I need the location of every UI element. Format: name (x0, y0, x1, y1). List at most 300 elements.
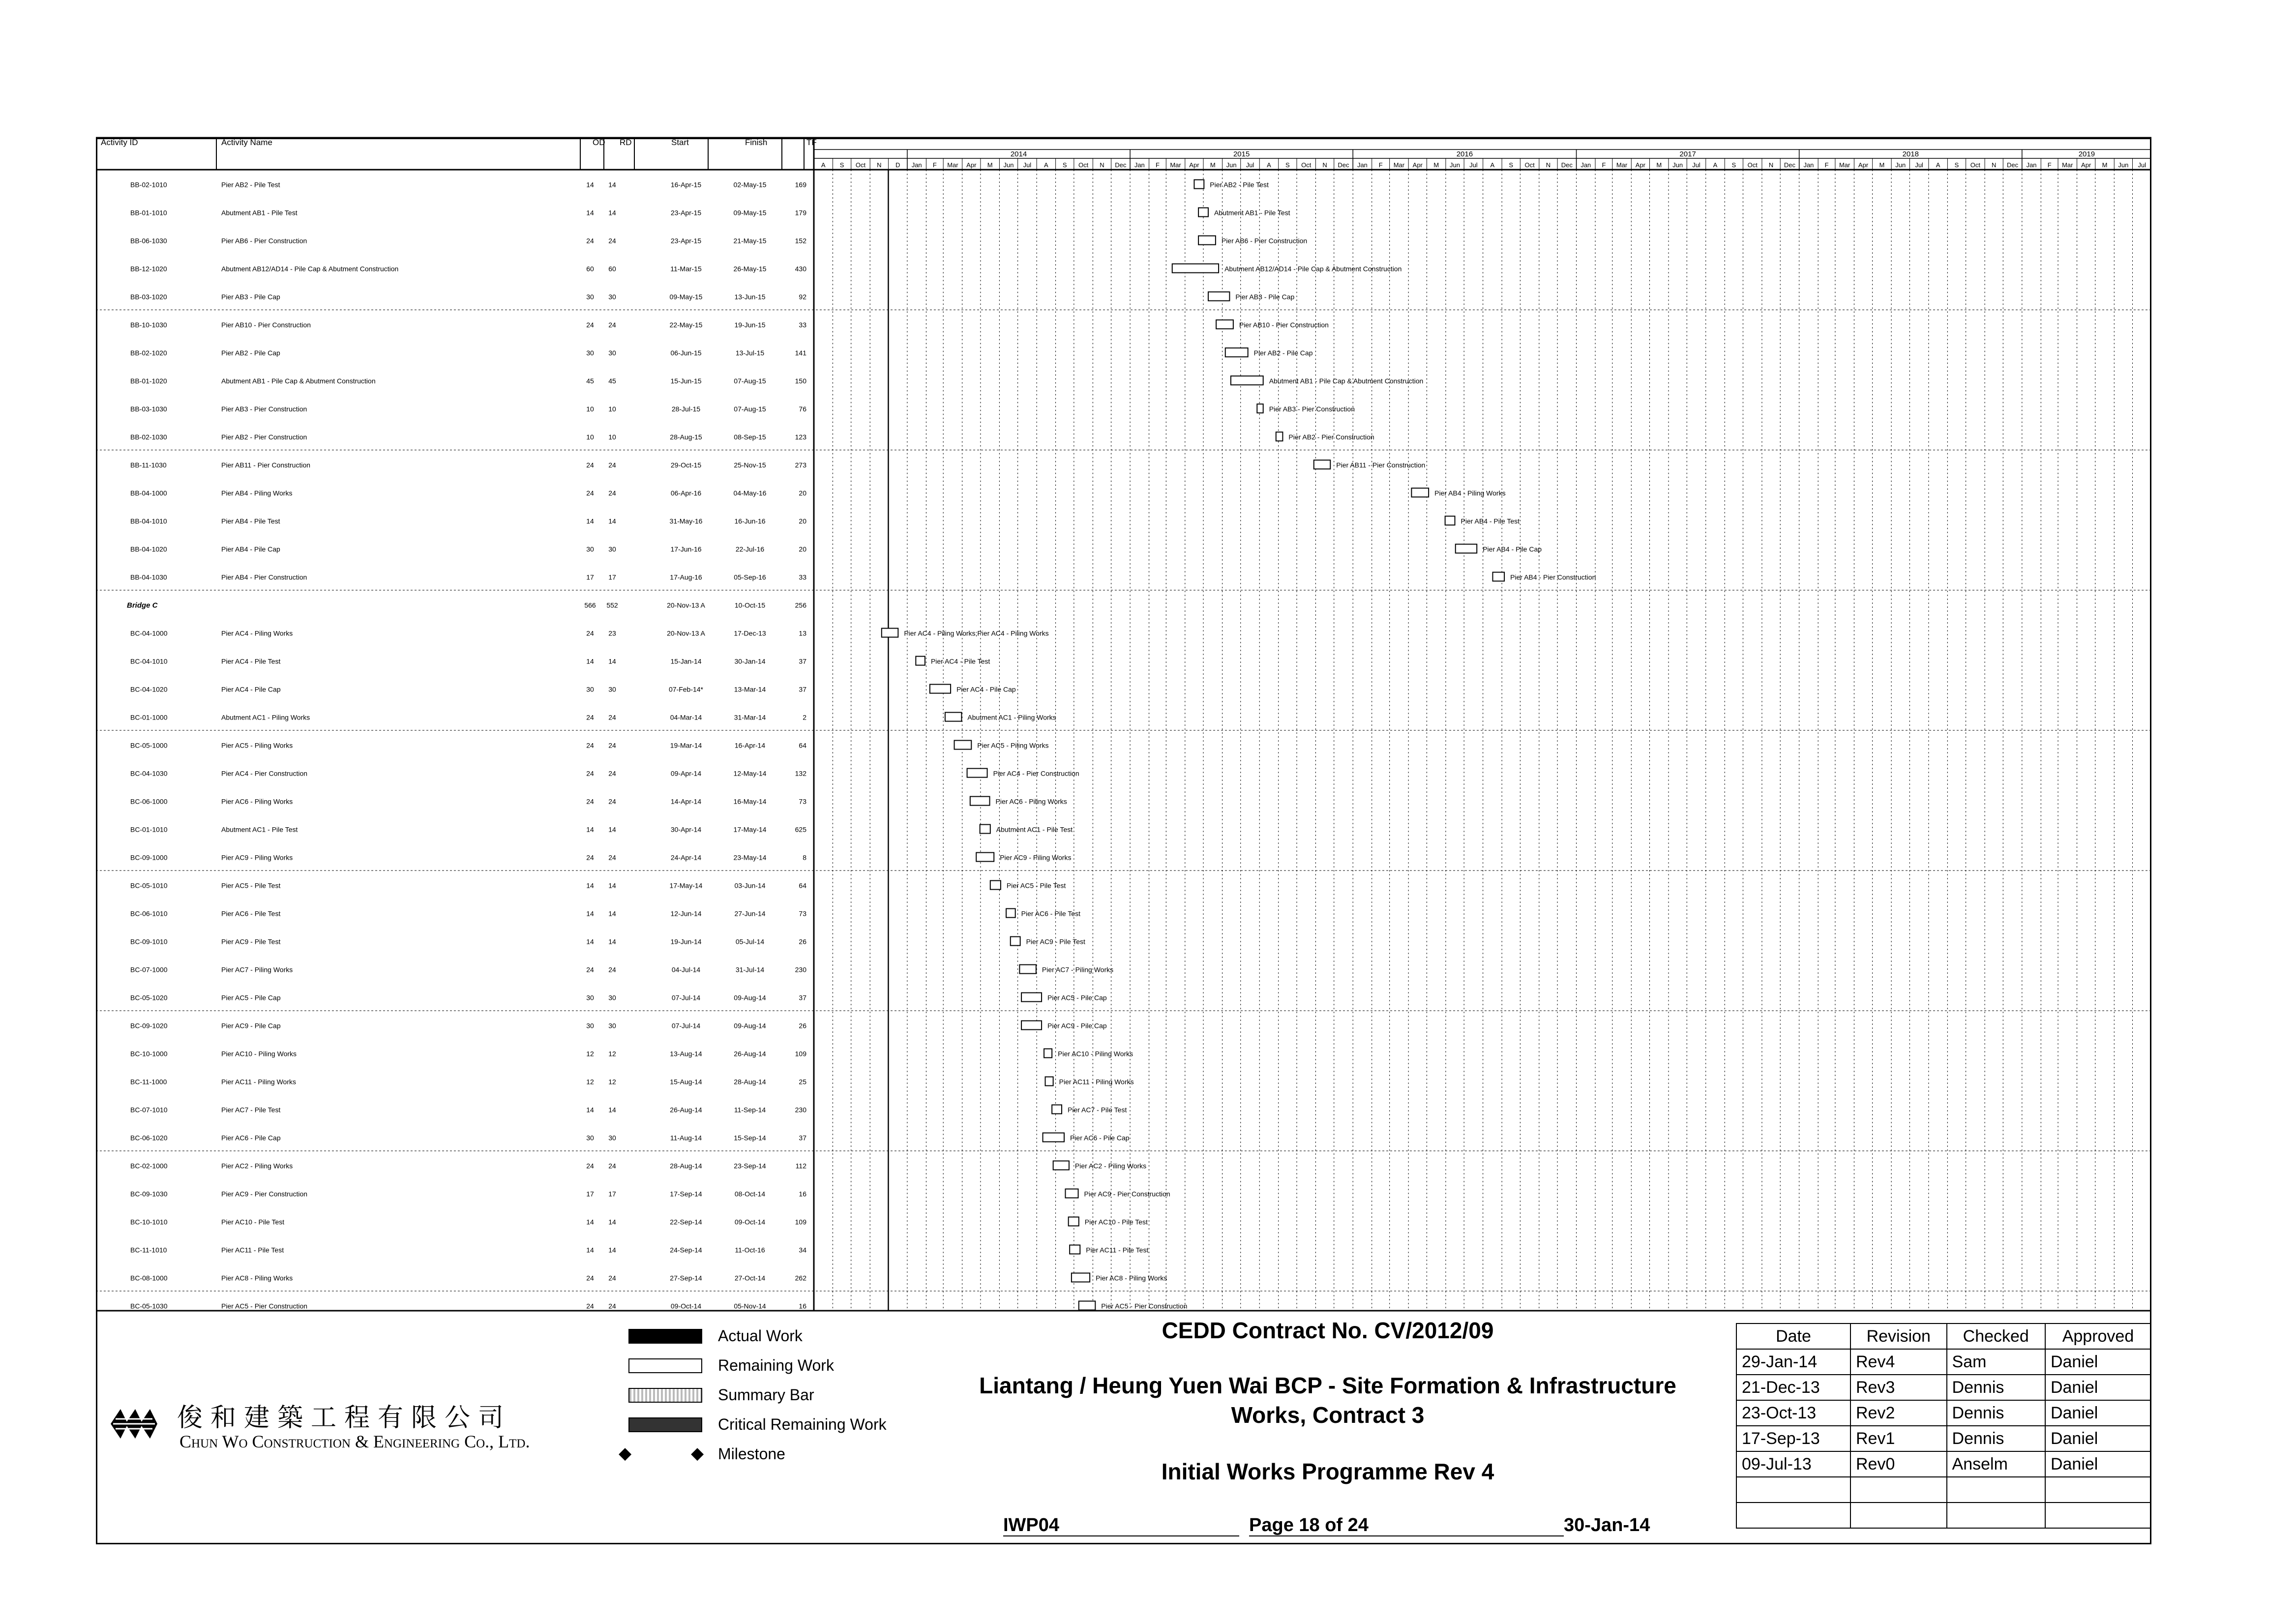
activity-bar (1011, 937, 1020, 946)
activity-finish: 15-Sep-14 (734, 1134, 766, 1142)
activity-remaining-duration: 30 (608, 1134, 616, 1142)
activity-start: 26-Aug-14 (670, 1106, 702, 1114)
activity-original-duration: 30 (586, 545, 594, 553)
activity-finish: 31-Mar-14 (734, 713, 766, 722)
programme-title: Initial Works Programme Rev 4 (1161, 1459, 1494, 1484)
activity-original-duration: 24 (586, 741, 594, 750)
activity-total-float: 8 (803, 853, 806, 862)
month-label: Oct (1301, 161, 1312, 169)
activity-original-duration: 10 (586, 433, 594, 441)
activity-start: 17-Aug-16 (670, 573, 702, 581)
activity-original-duration: 14 (586, 937, 594, 946)
activity-start: 07-Jul-14 (671, 1022, 701, 1030)
month-label: N (1546, 161, 1551, 169)
activity-total-float: 76 (799, 405, 806, 413)
month-label: A (1044, 161, 1048, 169)
activity-bar (1044, 1049, 1052, 1058)
activity-name: Pier AC5 - Piling Works (221, 741, 293, 750)
activity-remaining-duration: 24 (608, 1162, 616, 1170)
activity-bar (1072, 1273, 1090, 1282)
activity-bar (1045, 1077, 1053, 1086)
activity-bar (1069, 1217, 1079, 1226)
revision-checked: Dennis (1947, 1375, 2045, 1400)
activity-bar (930, 685, 951, 693)
activity-bar (976, 853, 994, 862)
activity-remaining-duration: 30 (608, 545, 616, 553)
activity-total-float: 625 (795, 825, 806, 834)
activity-bar (1276, 432, 1283, 441)
month-label: Dec (1784, 161, 1796, 169)
activity-bar-label: Pier AC2 - Piling Works (1074, 1162, 1147, 1170)
revision-checked (1947, 1477, 2045, 1503)
activity-start: 22-Sep-14 (670, 1218, 702, 1226)
activity-bar-label: Pier AC9 - Pile Test (1026, 937, 1085, 946)
activity-total-float: 33 (799, 321, 806, 329)
activity-start: 29-Oct-15 (670, 461, 702, 469)
activity-id: BC-02-1000 (130, 1162, 168, 1170)
activity-finish: 10-Oct-15 (734, 601, 766, 609)
activity-name: Pier AC9 - Piling Works (221, 853, 293, 862)
revision-approved (2045, 1503, 2151, 1528)
legend-remaining-swatch (628, 1358, 702, 1373)
revision-approved: Daniel (2045, 1400, 2151, 1426)
revision-table (1736, 1323, 2151, 1529)
activity-name: Pier AC9 - Pile Test (221, 937, 281, 946)
activity-finish: 30-Jan-14 (734, 657, 766, 665)
activity-finish: 07-Aug-15 (734, 377, 766, 385)
activity-bar (1411, 488, 1429, 497)
activity-start: 07-Jul-14 (671, 993, 701, 1002)
activity-start: 09-May-15 (669, 293, 703, 301)
activity-id: BC-06-1000 (130, 797, 168, 806)
activity-bar-label: Pier AC11 - Pile Test (1086, 1246, 1149, 1254)
year-label: 2014 (1010, 150, 1027, 158)
activity-bar (1070, 1245, 1080, 1254)
activity-start: 19-Jun-14 (670, 937, 702, 946)
page-underline (1249, 1535, 1564, 1536)
activity-finish: 27-Jun-14 (734, 909, 766, 918)
activity-id: BC-09-1010 (130, 937, 168, 946)
activity-total-float: 150 (795, 377, 806, 385)
activity-id: BC-11-1010 (130, 1246, 167, 1254)
activity-finish: 28-Aug-14 (734, 1078, 766, 1086)
activity-bar-label: Pier AC6 - Pile Cap (1070, 1134, 1130, 1142)
column-header: Finish (745, 138, 768, 147)
activity-name: Pier AB11 - Pier Construction (221, 461, 311, 469)
activity-id: BC-04-1000 (130, 629, 168, 637)
month-label: Jul (1023, 161, 1032, 169)
activity-remaining-duration: 24 (608, 1302, 616, 1310)
revision-approved (2045, 1477, 2151, 1503)
activity-bar (1231, 376, 1263, 385)
activity-bar-label: Pier AC5 - Pile Cap (1047, 993, 1107, 1002)
legend-summary-swatch (628, 1388, 702, 1403)
activity-finish: 08-Oct-14 (734, 1190, 766, 1198)
month-label: Mar (1393, 161, 1405, 169)
activity-start: 14-Apr-14 (670, 797, 702, 806)
month-label: N (1322, 161, 1327, 169)
legend-summary-label: Summary Bar (718, 1386, 814, 1404)
activity-start: 07-Feb-14* (668, 685, 704, 693)
activity-name: Pier AC6 - Pile Test (221, 909, 281, 918)
revision-code: Rev2 (1850, 1400, 1947, 1426)
activity-start: 20-Nov-13 A (667, 629, 705, 637)
month-label: S (1731, 161, 1736, 169)
activity-bar-label: Pier AB2 - Pier Construction (1288, 433, 1374, 441)
revision-checked (1947, 1503, 2045, 1528)
activity-start: 28-Jul-15 (671, 405, 701, 413)
month-label: Mar (2062, 161, 2073, 169)
activity-name: Pier AC10 - Pile Test (221, 1218, 285, 1226)
activity-name: Pier AC9 - Pier Construction (221, 1190, 308, 1198)
activity-finish: 13-Jul-15 (735, 349, 765, 357)
revision-date (1736, 1477, 1850, 1503)
month-label: Mar (1616, 161, 1628, 169)
year-label: 2018 (1902, 150, 1919, 158)
revision-code: Rev1 (1850, 1426, 1947, 1451)
activity-start: 23-Apr-15 (670, 209, 702, 217)
month-label: Apr (2081, 161, 2091, 169)
activity-original-duration: 24 (586, 1162, 594, 1170)
print-date: 30-Jan-14 (1564, 1515, 1650, 1535)
activity-bar (1065, 1189, 1078, 1198)
month-label: M (2102, 161, 2108, 169)
activity-name: Pier AB2 - Pile Cap (221, 349, 280, 357)
activity-total-float: 256 (795, 601, 806, 609)
activity-total-float: 123 (795, 433, 806, 441)
revision-row (1736, 1375, 2151, 1400)
month-label: Dec (1561, 161, 1573, 169)
activity-original-duration: 14 (586, 909, 594, 918)
activity-id: BC-09-1030 (130, 1190, 168, 1198)
activity-bar-label: Pier AC6 - Piling Works (995, 797, 1067, 806)
activity-original-duration: 14 (586, 881, 594, 890)
column-header: Activity ID (101, 138, 138, 147)
activity-bar-label: Pier AC4 - Pier Construction (993, 769, 1079, 778)
activity-name: Pier AC11 - Pile Test (221, 1246, 284, 1254)
activity-finish: 13-Jun-15 (734, 293, 766, 301)
activity-total-float: 64 (799, 741, 806, 750)
month-label: Jun (1672, 161, 1683, 169)
activity-id: BB-06-1030 (130, 237, 167, 245)
activity-total-float: 112 (795, 1162, 806, 1170)
company-chinese-name: 俊和建築工程有限公司 (177, 1403, 512, 1433)
activity-bar (1052, 1105, 1062, 1114)
activity-remaining-duration: 24 (608, 797, 616, 806)
activity-bar-label: Pier AC9 - Pile Cap (1047, 1022, 1107, 1030)
activity-remaining-duration: 14 (608, 517, 616, 525)
activity-bar-label: Pier AB2 - Pile Cap (1253, 349, 1313, 357)
activity-start: 19-Mar-14 (670, 741, 702, 750)
month-label: Jan (911, 161, 922, 169)
activity-bar-label: Pier AB6 - Pier Construction (1221, 237, 1308, 245)
month-label: Apr (1858, 161, 1869, 169)
activity-id: BC-04-1020 (130, 685, 168, 693)
legend-milestone-icon-2: ◆ (691, 1444, 704, 1463)
activity-total-float: 64 (799, 881, 806, 890)
activity-bar (1021, 1021, 1042, 1030)
activity-remaining-duration: 24 (608, 713, 616, 722)
activity-remaining-duration: 17 (608, 1190, 616, 1198)
activity-remaining-duration: 10 (608, 405, 616, 413)
activity-start: 11-Mar-15 (670, 265, 702, 273)
activity-total-float: 37 (799, 993, 806, 1002)
activity-original-duration: 14 (586, 1218, 594, 1226)
activity-start: 22-May-15 (669, 321, 703, 329)
month-label: F (1602, 161, 1606, 169)
activity-bar (990, 881, 1001, 890)
activity-id: BC-07-1010 (130, 1106, 168, 1114)
month-label: A (1490, 161, 1495, 169)
activity-bar-label: Abutment AB1 - Pile Test (1214, 209, 1290, 217)
activity-bar-label: Pier AB4 - Pile Cap (1483, 545, 1542, 553)
activity-bar (1172, 264, 1219, 273)
activity-total-float: 37 (799, 657, 806, 665)
activity-start: 06-Jun-15 (670, 349, 702, 357)
activity-bar-label: Abutment AC1 - Piling Works (967, 713, 1056, 722)
activity-id: BC-07-1000 (130, 965, 168, 974)
activity-remaining-duration: 60 (608, 265, 616, 273)
activity-remaining-duration: 24 (608, 965, 616, 974)
activity-original-duration: 30 (586, 1022, 594, 1030)
activity-remaining-duration: 30 (608, 993, 616, 1002)
activity-finish: 21-May-15 (733, 237, 767, 245)
revision-checked: Dennis (1947, 1400, 2045, 1426)
activity-name: Pier AB4 - Pile Cap (221, 545, 280, 553)
month-label: S (1954, 161, 1959, 169)
activity-bar-label: Pier AB4 - Pile Test (1461, 517, 1520, 525)
activity-name: Abutment AB1 - Pile Cap & Abutment Construction (221, 377, 376, 385)
month-label: A (1267, 161, 1271, 169)
activity-start: 04-Mar-14 (670, 713, 702, 722)
activity-finish: 16-Apr-14 (734, 741, 766, 750)
activity-original-duration: 24 (586, 853, 594, 862)
month-label: S (1062, 161, 1067, 169)
activity-id: BB-01-1010 (130, 209, 167, 217)
month-label: F (1824, 161, 1829, 169)
activity-original-duration: 24 (586, 1274, 594, 1282)
activity-bar (954, 741, 972, 750)
activity-finish: 23-May-14 (733, 853, 767, 862)
activity-name: Pier AC4 - Pier Construction (221, 769, 308, 778)
activity-bar (980, 825, 990, 834)
activity-start: 27-Sep-14 (670, 1274, 702, 1282)
activity-name: Pier AC4 - Pile Test (221, 657, 281, 665)
month-label: Dec (1115, 161, 1127, 169)
activity-original-duration: 30 (586, 349, 594, 357)
activity-start: 23-Apr-15 (670, 237, 702, 245)
month-label: Mar (947, 161, 958, 169)
activity-remaining-duration: 24 (608, 1274, 616, 1282)
activity-remaining-duration: 14 (608, 881, 616, 890)
activity-original-duration: 24 (586, 713, 594, 722)
month-label: M (1210, 161, 1216, 169)
activity-remaining-duration: 10 (608, 433, 616, 441)
month-label: Jul (1246, 161, 1254, 169)
activity-start: 11-Aug-14 (670, 1134, 702, 1142)
contract-number: CEDD Contract No. CV/2012/09 (1162, 1318, 1494, 1343)
month-label: N (877, 161, 882, 169)
activity-name: Pier AB4 - Pile Test (221, 517, 280, 525)
activity-bar (1492, 572, 1504, 581)
activity-id: BB-02-1010 (130, 180, 167, 189)
activity-name: Pier AC7 - Pile Test (221, 1106, 281, 1114)
activity-bar (967, 769, 987, 778)
month-label: A (821, 161, 826, 169)
month-label: S (1509, 161, 1514, 169)
activity-remaining-duration: 30 (608, 1022, 616, 1030)
activity-finish: 26-May-15 (733, 265, 767, 273)
activity-start: 17-Jun-16 (670, 545, 702, 553)
activity-bar-label: Pier AC9 - Piling Works (1000, 853, 1072, 862)
month-label: N (1768, 161, 1774, 169)
activity-bar (1021, 993, 1042, 1002)
activity-finish: 03-Jun-14 (734, 881, 766, 890)
activity-total-float: 37 (799, 685, 806, 693)
revision-row (1736, 1349, 2151, 1375)
activity-start: 15-Jan-14 (670, 657, 702, 665)
activity-bar (945, 713, 962, 722)
legend-actual-swatch (628, 1329, 702, 1344)
activity-total-float: 34 (799, 1246, 806, 1254)
activity-finish: 23-Sep-14 (734, 1162, 766, 1170)
activity-total-float: 16 (799, 1302, 806, 1310)
activity-remaining-duration: 14 (608, 180, 616, 189)
activity-finish: 05-Nov-14 (734, 1302, 766, 1310)
activity-bar-label: Pier AC4 - Piling Works;Pier AC4 - Piling Works (904, 629, 1049, 637)
activity-start: 28-Aug-14 (670, 1162, 702, 1170)
year-label: 2015 (1233, 150, 1250, 158)
month-label: D (895, 161, 900, 169)
revision-date: 29-Jan-14 (1736, 1349, 1850, 1375)
activity-total-float: 179 (795, 209, 806, 217)
activity-finish: 16-Jun-16 (734, 517, 766, 525)
activity-total-float: 141 (795, 349, 806, 357)
activity-original-duration: 30 (586, 1134, 594, 1142)
month-label: M (1656, 161, 1662, 169)
activity-id: BC-10-1000 (130, 1050, 168, 1058)
month-label: Oct (1970, 161, 1980, 169)
activity-original-duration: 30 (586, 685, 594, 693)
revision-row (1736, 1400, 2151, 1426)
activity-name: Pier AB3 - Pile Cap (221, 293, 280, 301)
page-number: Page 18 of 24 (1249, 1515, 1369, 1535)
revision-checked: Anselm (1947, 1451, 2045, 1477)
activity-bar-label: Pier AB10 - Pier Construction (1239, 321, 1329, 329)
activity-remaining-duration: 30 (608, 349, 616, 357)
month-label: A (1713, 161, 1718, 169)
activity-bar-label: Pier AB4 - Pier Construction (1510, 573, 1596, 581)
activity-total-float: 109 (795, 1050, 806, 1058)
activity-start: 04-Jul-14 (671, 965, 701, 974)
month-label: S (1285, 161, 1290, 169)
column-header: Activity Name (221, 138, 272, 147)
activity-finish: 27-Oct-14 (734, 1274, 766, 1282)
activity-total-float: 33 (799, 573, 806, 581)
legend-milestone-label: Milestone (718, 1445, 785, 1463)
activity-id: BC-04-1030 (130, 769, 168, 778)
activity-bar-label: Pier AB11 - Pier Construction (1336, 461, 1426, 469)
activity-bar-label: Abutment AC1 - Pile Test (996, 825, 1073, 834)
activity-bar-label: Pier AC6 - Pile Test (1021, 909, 1081, 918)
activity-total-float: 25 (799, 1078, 806, 1086)
activity-id: BB-03-1020 (130, 293, 167, 301)
activity-id: BC-06-1020 (130, 1134, 168, 1142)
legend-critical-label: Critical Remaining Work (718, 1415, 887, 1433)
activity-finish: 05-Sep-16 (734, 573, 766, 581)
activity-start: 13-Aug-14 (670, 1050, 702, 1058)
month-label: Oct (1747, 161, 1758, 169)
activity-remaining-duration: 14 (608, 657, 616, 665)
activity-bar (1257, 404, 1263, 413)
activity-original-duration: 14 (586, 1246, 594, 1254)
activity-total-float: 430 (795, 265, 806, 273)
activity-id: BC-01-1010 (130, 825, 168, 834)
activity-original-duration: 14 (586, 1106, 594, 1114)
month-label: Jan (1803, 161, 1814, 169)
column-header: OD (593, 138, 605, 147)
activity-finish: 09-May-15 (733, 209, 767, 217)
revision-checked: Dennis (1947, 1426, 2045, 1451)
activity-id: BC-01-1000 (130, 713, 168, 722)
month-label: Oct (855, 161, 866, 169)
activity-id: BC-04-1010 (130, 657, 168, 665)
legend-actual-label: Actual Work (718, 1327, 803, 1345)
activity-finish: 17-May-14 (733, 825, 767, 834)
activity-original-duration: 14 (586, 180, 594, 189)
activity-bar (1445, 516, 1455, 525)
month-label: M (987, 161, 993, 169)
activity-name: Pier AB10 - Pier Construction (221, 321, 311, 329)
month-label: S (839, 161, 844, 169)
activity-bar-label: Pier AC4 - Pile Test (930, 657, 990, 665)
revision-row (1736, 1503, 2151, 1528)
activity-original-duration: 24 (586, 461, 594, 469)
activity-id: BC-05-1010 (130, 881, 168, 890)
activity-start: 09-Apr-14 (670, 769, 702, 778)
revision-header-approved: Approved (2045, 1323, 2151, 1349)
activity-id: BC-10-1010 (130, 1218, 168, 1226)
activity-original-duration: 60 (586, 265, 594, 273)
activity-total-float: 16 (799, 1190, 806, 1198)
activity-original-duration: 17 (586, 1190, 594, 1198)
activity-original-duration: 24 (586, 965, 594, 974)
activity-original-duration: 14 (586, 825, 594, 834)
activity-bar (1208, 292, 1229, 301)
revision-code (1850, 1477, 1947, 1503)
year-label: 2016 (1456, 150, 1473, 158)
activity-remaining-duration: 17 (608, 573, 616, 581)
legend-critical-swatch (628, 1417, 702, 1432)
activity-bar (1043, 1133, 1064, 1142)
month-label: Apr (1412, 161, 1423, 169)
activity-finish: 26-Aug-14 (734, 1050, 766, 1058)
month-label: N (1100, 161, 1104, 169)
activity-bar (1198, 208, 1208, 217)
company-logo-mark (106, 1404, 160, 1444)
revision-approved: Daniel (2045, 1375, 2151, 1400)
activity-total-float: 20 (799, 517, 806, 525)
activity-remaining-duration: 45 (608, 377, 616, 385)
project-title-line2: Works, Contract 3 (1231, 1402, 1425, 1428)
activity-remaining-duration: 14 (608, 1246, 616, 1254)
activity-total-float: 13 (799, 629, 806, 637)
activity-remaining-duration: 24 (608, 237, 616, 245)
activity-bar (1053, 1161, 1069, 1170)
activity-remaining-duration: 30 (608, 685, 616, 693)
activity-id: BC-08-1000 (130, 1274, 168, 1282)
activity-original-duration: 30 (586, 993, 594, 1002)
